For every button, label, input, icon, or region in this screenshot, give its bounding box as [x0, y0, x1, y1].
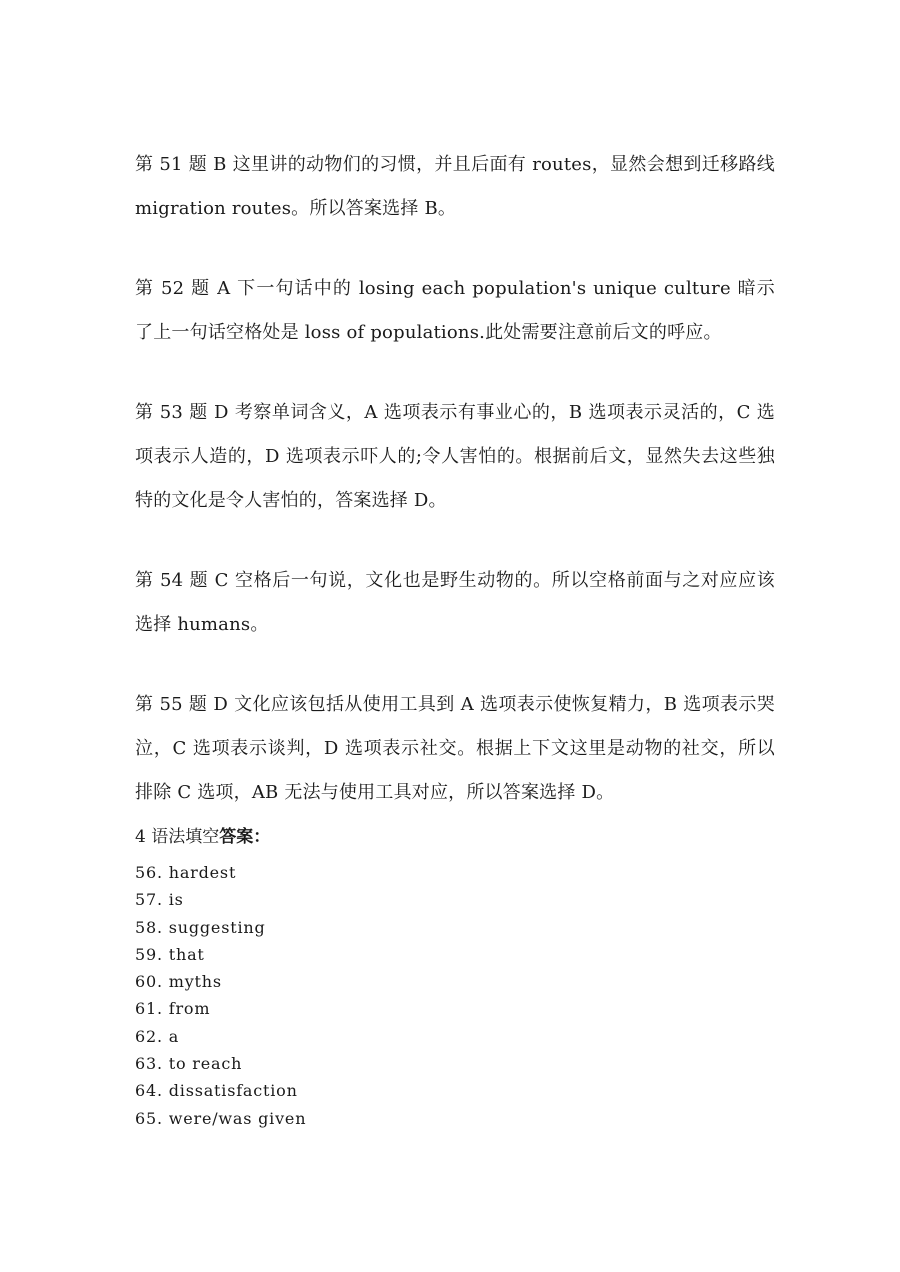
answer-item: 65. were/was given	[135, 1108, 307, 1128]
explanation-q51: 第 51 题 B 这里讲的动物们的习惯，并且后面有 routes，显然会想到迁移路线 migration routes。所以答案选择 B。	[135, 154, 775, 219]
grammar-fill-heading-answer-label: 答案：	[219, 827, 271, 847]
answer-item: 61. from	[135, 999, 211, 1019]
explanation-q55: 第 55 题 D 文化应该包括从使用工具到 A 选项表示使恢复精力，B 选项表示哭泣，C 选项表示谈判，D 选项表示社交。根据上下文这里是动物的社交，所以排除 C 选项，AB 无法与使用工具对应，所以答案选择 D。	[135, 694, 775, 803]
answer-item: 59. that	[135, 944, 205, 964]
answer-item: 64. dissatisfaction	[135, 1081, 298, 1101]
explanations-section	[135, 143, 775, 815]
answer-item: 62. a	[135, 1026, 180, 1046]
answer-item: 63. to reach	[135, 1054, 243, 1074]
grammar-fill-heading	[135, 824, 270, 850]
explanation-q52: 第 52 题 A 下一句话中的 losing each population's unique culture 暗示了上一句话空格处是 loss of populations.此处需要注意前后文的呼应。	[135, 278, 775, 343]
explanation-q53: 第 53 题 D 考察单词含义，A 选项表示有事业心的，B 选项表示灵活的，C 选项表示人造的，D 选项表示吓人的;令人害怕的。根据前后文，显然失去这些独特的文化是令人害怕的，答案选择 D。	[135, 402, 775, 511]
answer-item: 56. hardest	[135, 863, 237, 882]
answer-list	[135, 859, 306, 1132]
answer-item: 57. is	[135, 890, 184, 910]
answer-item: 60. myths	[135, 972, 222, 992]
explanation-q54: 第 54 题 C 空格后一句说，文化也是野生动物的。所以空格前面与之对应应该选择 humans。	[135, 570, 775, 635]
answer-item: 58. suggesting	[135, 917, 266, 937]
grammar-fill-heading-prefix: 4 语法填空	[135, 827, 220, 847]
